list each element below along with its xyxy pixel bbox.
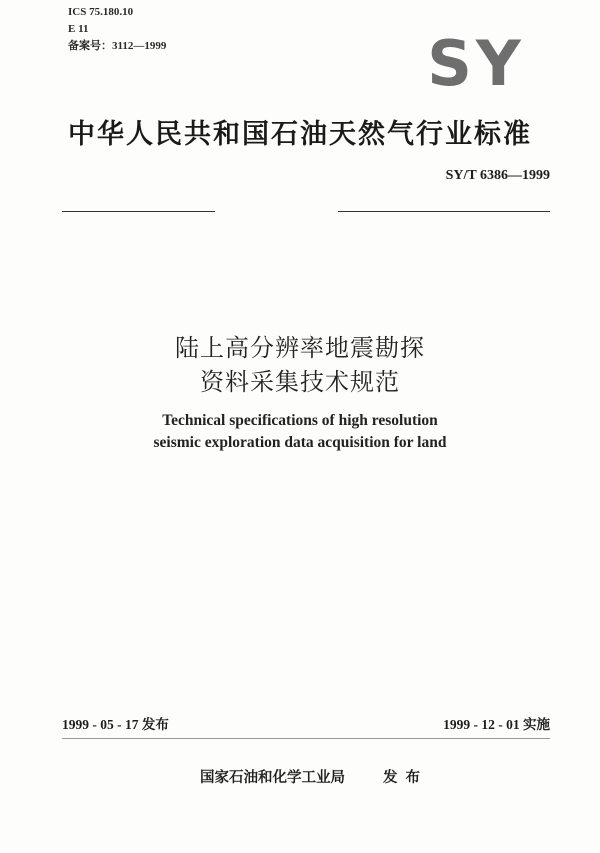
divider-left (62, 211, 215, 212)
chinese-title-line-2: 资料采集技术规范 (200, 368, 400, 396)
divider-right (338, 211, 550, 212)
filing-number: 备案号：3112—1999 (68, 40, 167, 52)
english-title-line-1: Technical specifications of high resolution (162, 412, 438, 429)
issuer-action: 发布 (383, 770, 428, 786)
divider-bottom (62, 738, 550, 739)
standard-code: SY/T 6386—1999 (445, 168, 550, 183)
standard-title: 中华人民共和国石油天然气行业标准 (68, 119, 532, 150)
ics-code: ICS 75.180.10 (68, 6, 134, 18)
sy-logo: SY (427, 27, 525, 100)
issuer-name: 国家石油和化学工业局 (200, 770, 345, 786)
english-title-line-2: seismic exploration data acquisition for land (153, 434, 447, 451)
chinese-title-line-1: 陆上高分辨率地震勘探 (175, 334, 425, 362)
category-code: E 11 (68, 23, 89, 35)
publish-date: 1999 - 05 - 17 发布 (62, 717, 169, 732)
implement-date: 1999 - 12 - 01 实施 (443, 717, 550, 732)
